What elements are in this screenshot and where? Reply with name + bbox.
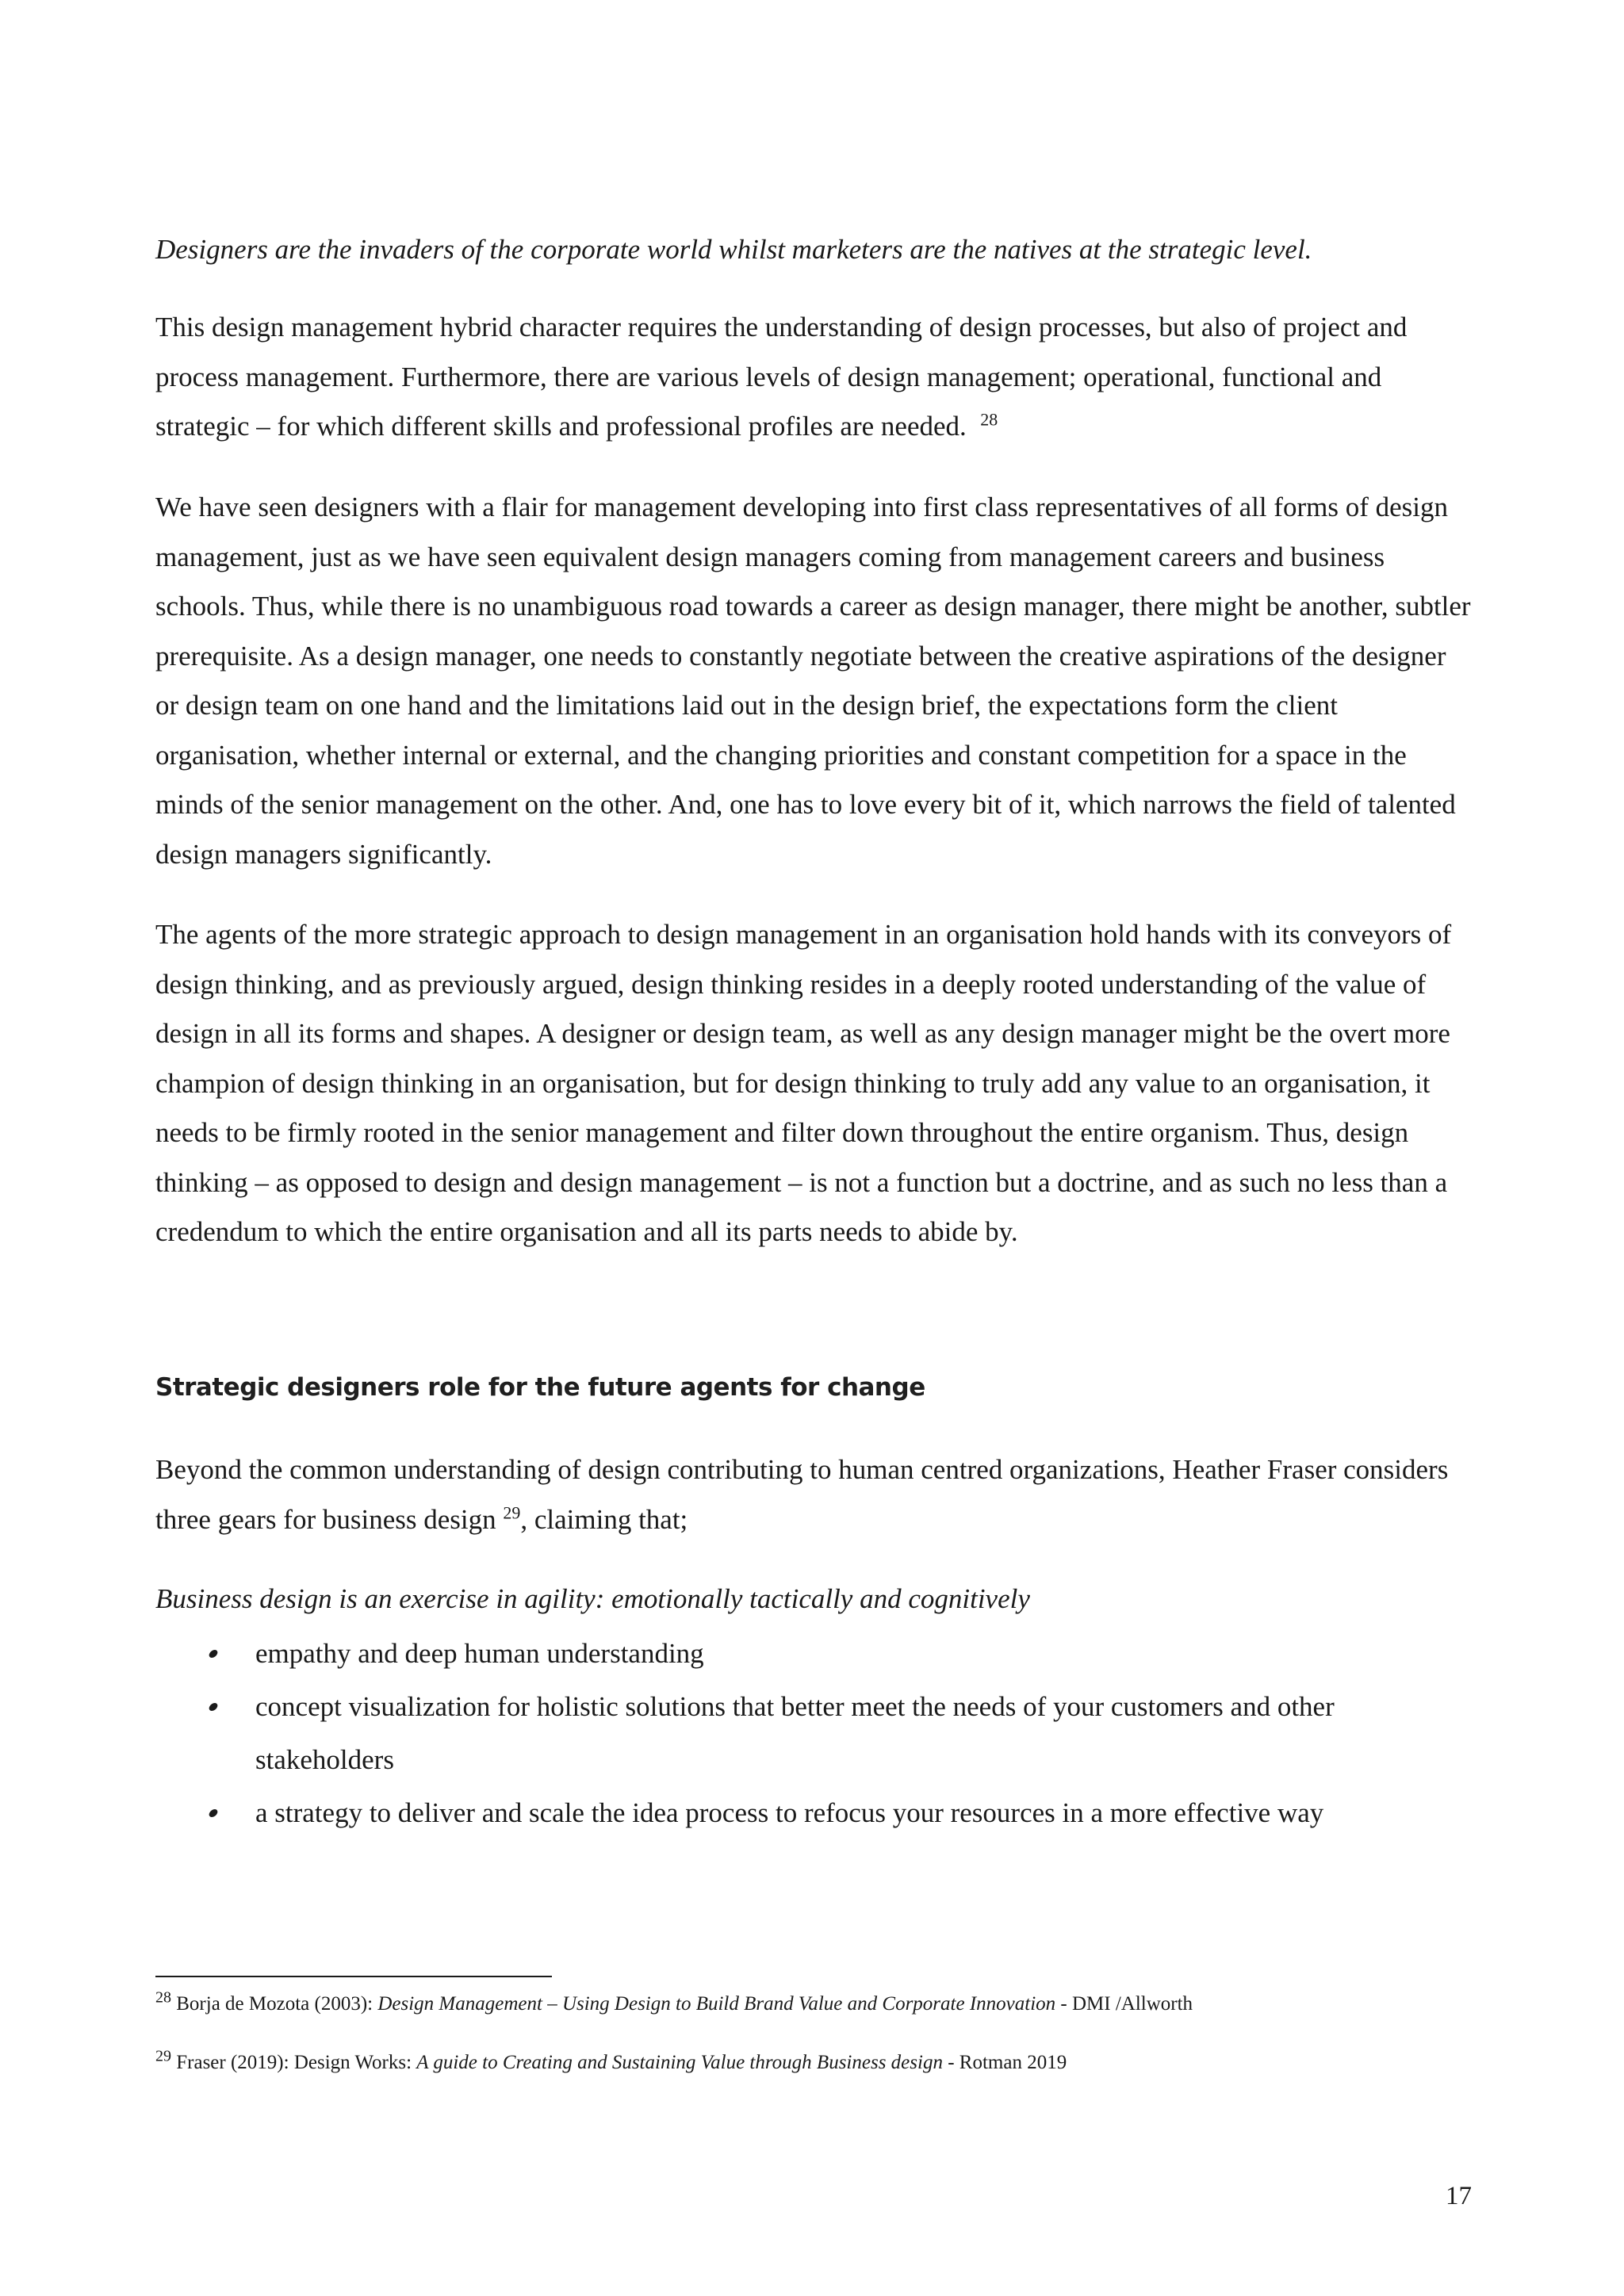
footnote-separator — [155, 1976, 552, 1977]
document-page — [155, 0, 1472, 2296]
page-number: 17 — [1446, 2182, 1472, 2210]
paragraph-agents-design-thinking: The agents of the more strategic approach to design management in an organisation hold hands with its conveyors of design thinking, and as previously argued, design thinking resides in a deeply rooted understanding of the value of design in all its forms and shapes. A designer or design team, as well as any design manager might be the overt more champion of design thinking in an organisation, but for design thinking to truly add any value to an organisation, it needs to be firmly rooted in the senior management and filter down throughout the entire organism. Thus, design thinking – as opposed to design and design management – is not a function but a doctrine, and as such no less than a credendum to which the entire organisation and all its parts needs to abide by. — [155, 919, 1452, 1247]
footnote-29: $^{29}$ Fraser (2019): Design Works: A guide to Creating and Sustaining Value through Business design - Rotman 2019 — [155, 2047, 1067, 2073]
bullet-list — [155, 1627, 1472, 1839]
footnote-ref-28[interactable]: 28 — [980, 409, 998, 430]
footnote-ref-29[interactable]: 29 — [503, 1502, 521, 1522]
bullet-icon — [208, 1809, 219, 1817]
list-item: empathy and deep human understanding — [155, 1627, 1472, 1680]
paragraph-fraser: Beyond the common understanding of design contributing to human centred organizations, Heather Fraser considers three gears for business design $^{29}$, claiming that; — [155, 1454, 1449, 1535]
section-heading: Strategic designers role for the future agents for change — [155, 1373, 925, 1402]
footnote-28: $^{28}$ Borja de Mozota (2003): Design Management – Using Design to Build Brand Value and Corporate Innovation - DMI /Allworth — [155, 1988, 1193, 2015]
paragraph-designers-management: We have seen designers with a flair for management developing into first class representatives of all forms of design management, just as we have seen equivalent design managers coming from management careers and business schools. Thus, while there is no unambiguous road towards a career as design manager, there might be another, subtler prerequisite. As a design manager, one needs to constantly negotiate between the creative aspirations of the designer or design team on one hand and the limitations laid out in the design brief, the expectations form the client organisation, whether internal or external, and the changing priorities and constant competition for a space in the minds of the senior management on the other. And, one has to love every bit of it, which narrows the field of talented design managers significantly. — [155, 492, 1471, 870]
intro-quote: Designers are the invaders of the corporate world whilst marketers are the natives at the strategic level. — [155, 234, 1312, 265]
list-item: concept visualization for holistic solutions that better meet the needs of your customers and other stakeholders — [155, 1680, 1472, 1786]
list-item: a strategy to deliver and scale the idea process to refocus your resources in a more effective way — [155, 1786, 1472, 1839]
business-design-quote: Business design is an exercise in agility: emotionally tactically and cognitively — [155, 1583, 1030, 1614]
paragraph-hybrid-character: This design management hybrid character requires the understanding of design processes, but also of project and process management. Furthermore, there are various levels of design management; operational, functional and strategic – for which different skills and professional profiles are needed. $^{28}$ — [155, 312, 1408, 442]
bullet-icon — [208, 1650, 219, 1658]
bullet-icon — [208, 1703, 219, 1711]
